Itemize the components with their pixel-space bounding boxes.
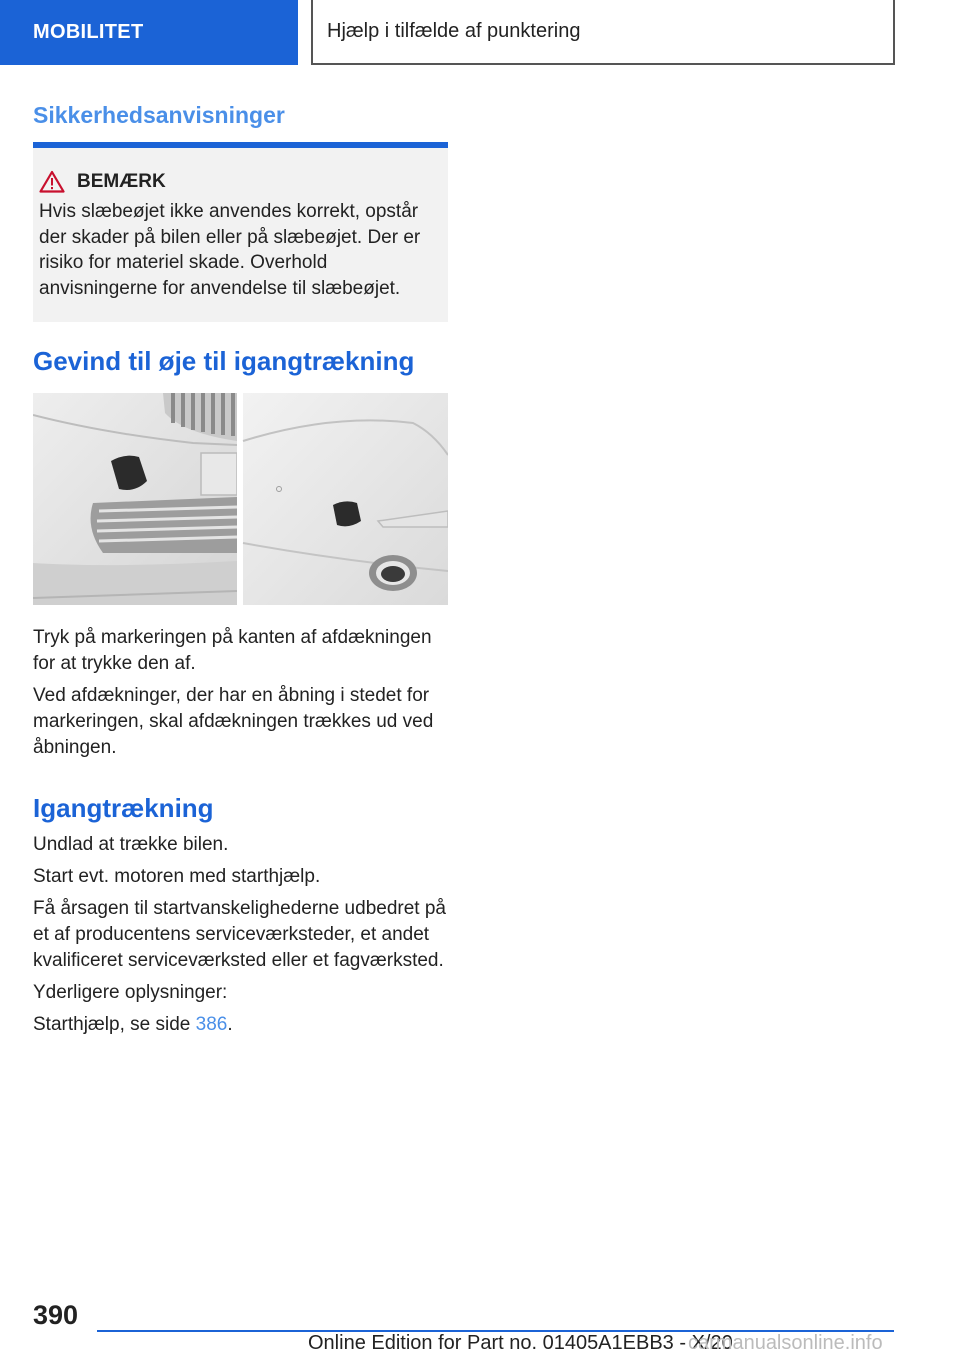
towstart-heading: Igangtrækning (33, 793, 214, 823)
notice-label: BEMÆRK (77, 170, 166, 192)
lower-grille (91, 497, 237, 553)
bumper-photo (33, 393, 448, 605)
exhaust-pipe (369, 555, 417, 591)
towstart-text-3: Få årsagen til startvanskelighederne udbedret på et af producentens serviceværksteder, et andet kvalificeret serviceværksted eller et fagværksted. (33, 898, 446, 971)
section-tab: MOBILITET (0, 0, 298, 65)
chapter-title: Hjælp i tilfælde af punktering (311, 0, 895, 65)
towstart-text-2: Start evt. motoren med starthjælp. (33, 866, 321, 887)
thread-text-2: Ved afdækninger, der har en åbning i stedet for markeringen, skal afdækningen trækkes ud ved åbningen. (33, 685, 434, 758)
reference-suffix: . (227, 1014, 233, 1035)
watermark: carmanualsonline.info (688, 1332, 883, 1354)
towstart-text-5 (33, 1012, 453, 1038)
towstart-text-4: Yderligere oplysninger: (33, 982, 228, 1003)
page-reference-link[interactable]: 386 (195, 1014, 228, 1035)
safety-heading: Sikkerhedsanvisninger (33, 102, 285, 128)
thread-text-1: Tryk på markeringen på kanten af afdækningen for at trykke den af. (33, 627, 432, 674)
notice-box (33, 142, 448, 322)
notice-text: Hvis slæbeøjet ikke anvendes korrekt, opstår der skader på bilen eller på slæbeøjet. Der er risiko for materiel skade. Overhold anvisningerne for anvendelse til slæbeøjet. (39, 201, 421, 299)
tow-eye-cover-right (333, 501, 361, 526)
towing-cover-figure (33, 393, 448, 605)
notice-header (39, 170, 440, 193)
page-number: 390 (33, 1300, 79, 1330)
towstart-text-1: Undlad at trække bilen. (33, 834, 229, 855)
edition-text: Online Edition for Part no. 01405A1EBB3 - X/20 (308, 1332, 733, 1354)
warning-triangle-icon (39, 170, 65, 193)
reference-prefix: Starthjælp, se side (33, 1014, 196, 1035)
thread-heading: Gevind til øje til igangtrækning (33, 346, 415, 376)
